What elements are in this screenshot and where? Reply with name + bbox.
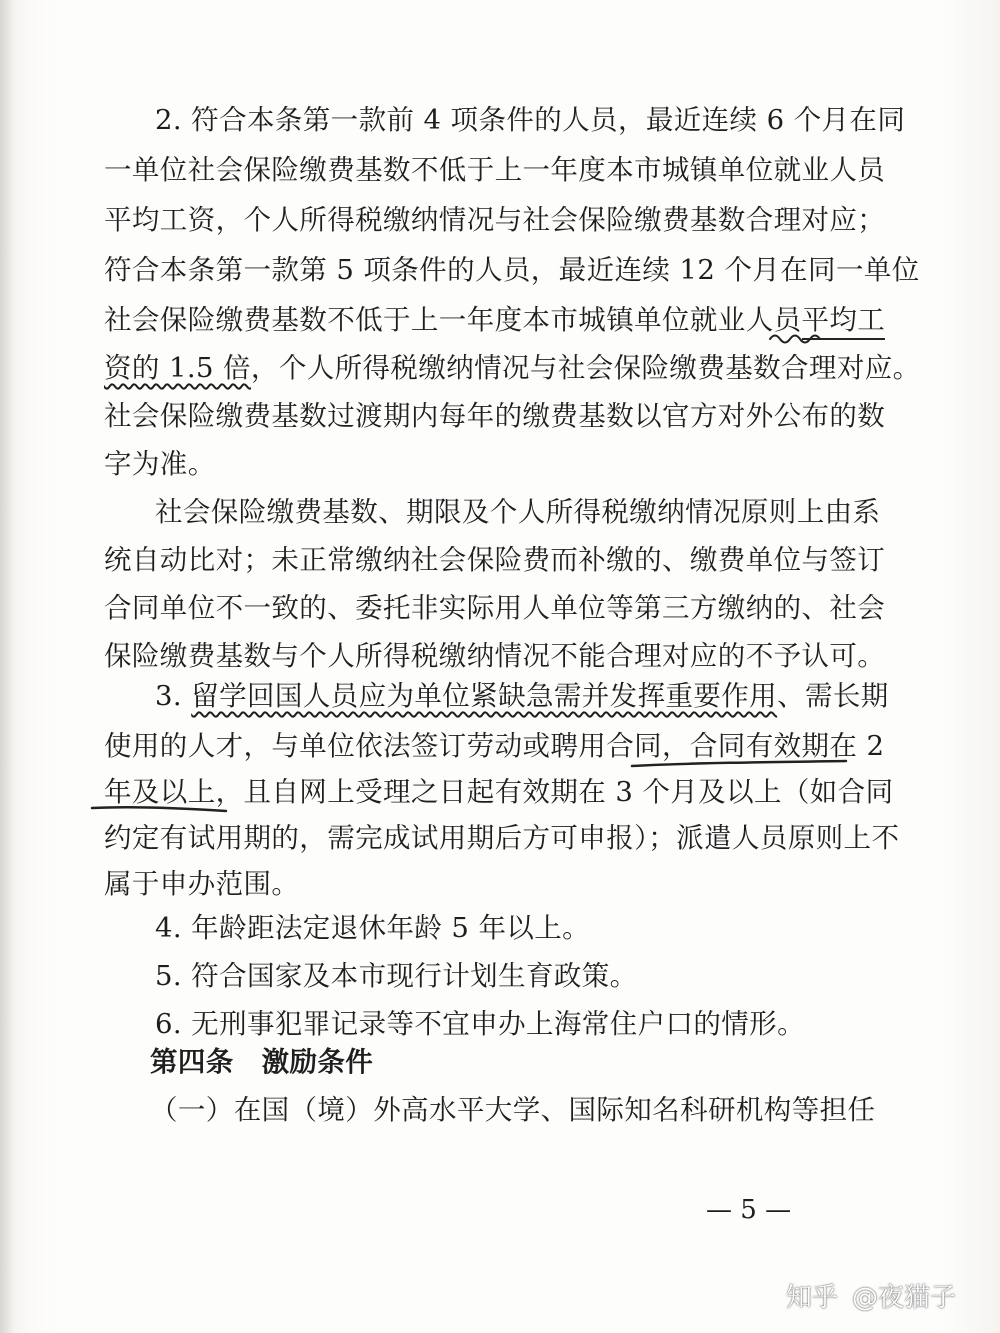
watermark-site: 知乎	[786, 1282, 839, 1313]
text-line: 符合本条第一款第 5 项条件的人员，最近连续 12 个月在同一单位	[104, 254, 920, 286]
text-line: 社会保险缴费基数过渡期内每年的缴费基数以官方对外公布的数	[104, 400, 886, 432]
text-line: 保险缴费基数与个人所得税缴纳情况不能合理对应的不予认可。	[104, 640, 886, 672]
handwritten-underline	[630, 756, 850, 772]
text-line: 4. 年龄距法定退休年龄 5 年以上。	[155, 912, 591, 944]
text-line: 社会保险缴费基数、期限及个人所得税缴纳情况原则上由系	[155, 496, 881, 528]
text-line: 合同单位不一致的、委托非实际用人单位等第三方缴纳的、社会	[104, 592, 886, 624]
text-segment: 社会保险缴费基数不低于上一年度本市城镇单位就业人员	[104, 304, 802, 336]
underlined-phrase: 平均工	[802, 304, 886, 340]
text-line	[104, 346, 921, 390]
page-number: — 5 —	[706, 1195, 792, 1225]
text-line: 5. 符合国家及本市现行计划生育政策。	[155, 960, 638, 992]
handwritten-squiggle	[768, 330, 828, 346]
text-line	[155, 674, 889, 718]
scan-page-edge	[0, 0, 14, 1333]
text-line: 字为准。	[104, 448, 216, 480]
text-line: 统自动比对；未正常缴纳社会保险费而补缴的、缴费单位与签订	[104, 544, 886, 576]
section-heading: 第四条 激励条件	[150, 1046, 374, 1078]
watermark	[786, 1273, 956, 1317]
wavy-underlined-phrase: 资的 1.5 倍	[104, 352, 251, 384]
text-segment: ，个人所得税缴纳情况与社会保险缴费基数合理对应。	[250, 352, 921, 384]
text-segment: 年及以上，	[104, 776, 244, 808]
text-segment: 、需长期	[777, 680, 889, 712]
text-line: 6. 无刑事犯罪记录等不宜申办上海常住户口的情形。	[155, 1008, 805, 1040]
text-line: 属于申办范围。	[104, 868, 300, 900]
wavy-underlined-phrase: 留学回国人员应为单位紧缺急需并发挥重要作用	[191, 680, 778, 712]
text-line: 2. 符合本条第一款前 4 项条件的人员，最近连续 6 个月在同	[155, 104, 906, 136]
text-line: 约定有试用期的，需完成试用期后方可申报）；派遣人员原则上不	[104, 822, 900, 854]
text-line: 平均工资，个人所得税缴纳情况与社会保险缴费基数合理对应；	[104, 204, 886, 236]
text-segment: 3.	[155, 680, 192, 712]
text-segment: 使用的人才，与单位依法签订劳动或聘用合同，	[104, 730, 690, 762]
text-line: 一单位社会保险缴费基数不低于上一年度本市城镇单位就业人员	[104, 154, 886, 186]
text-segment: 且自网上受理之日起有效期在 3 个月及以上（如合同	[243, 776, 894, 808]
text-line: （一）在国（境）外高水平大学、国际知名科研机构等担任	[150, 1094, 876, 1126]
text-segment: 合同有效期在 2	[689, 730, 885, 762]
watermark-user: @夜猫子	[852, 1282, 957, 1313]
